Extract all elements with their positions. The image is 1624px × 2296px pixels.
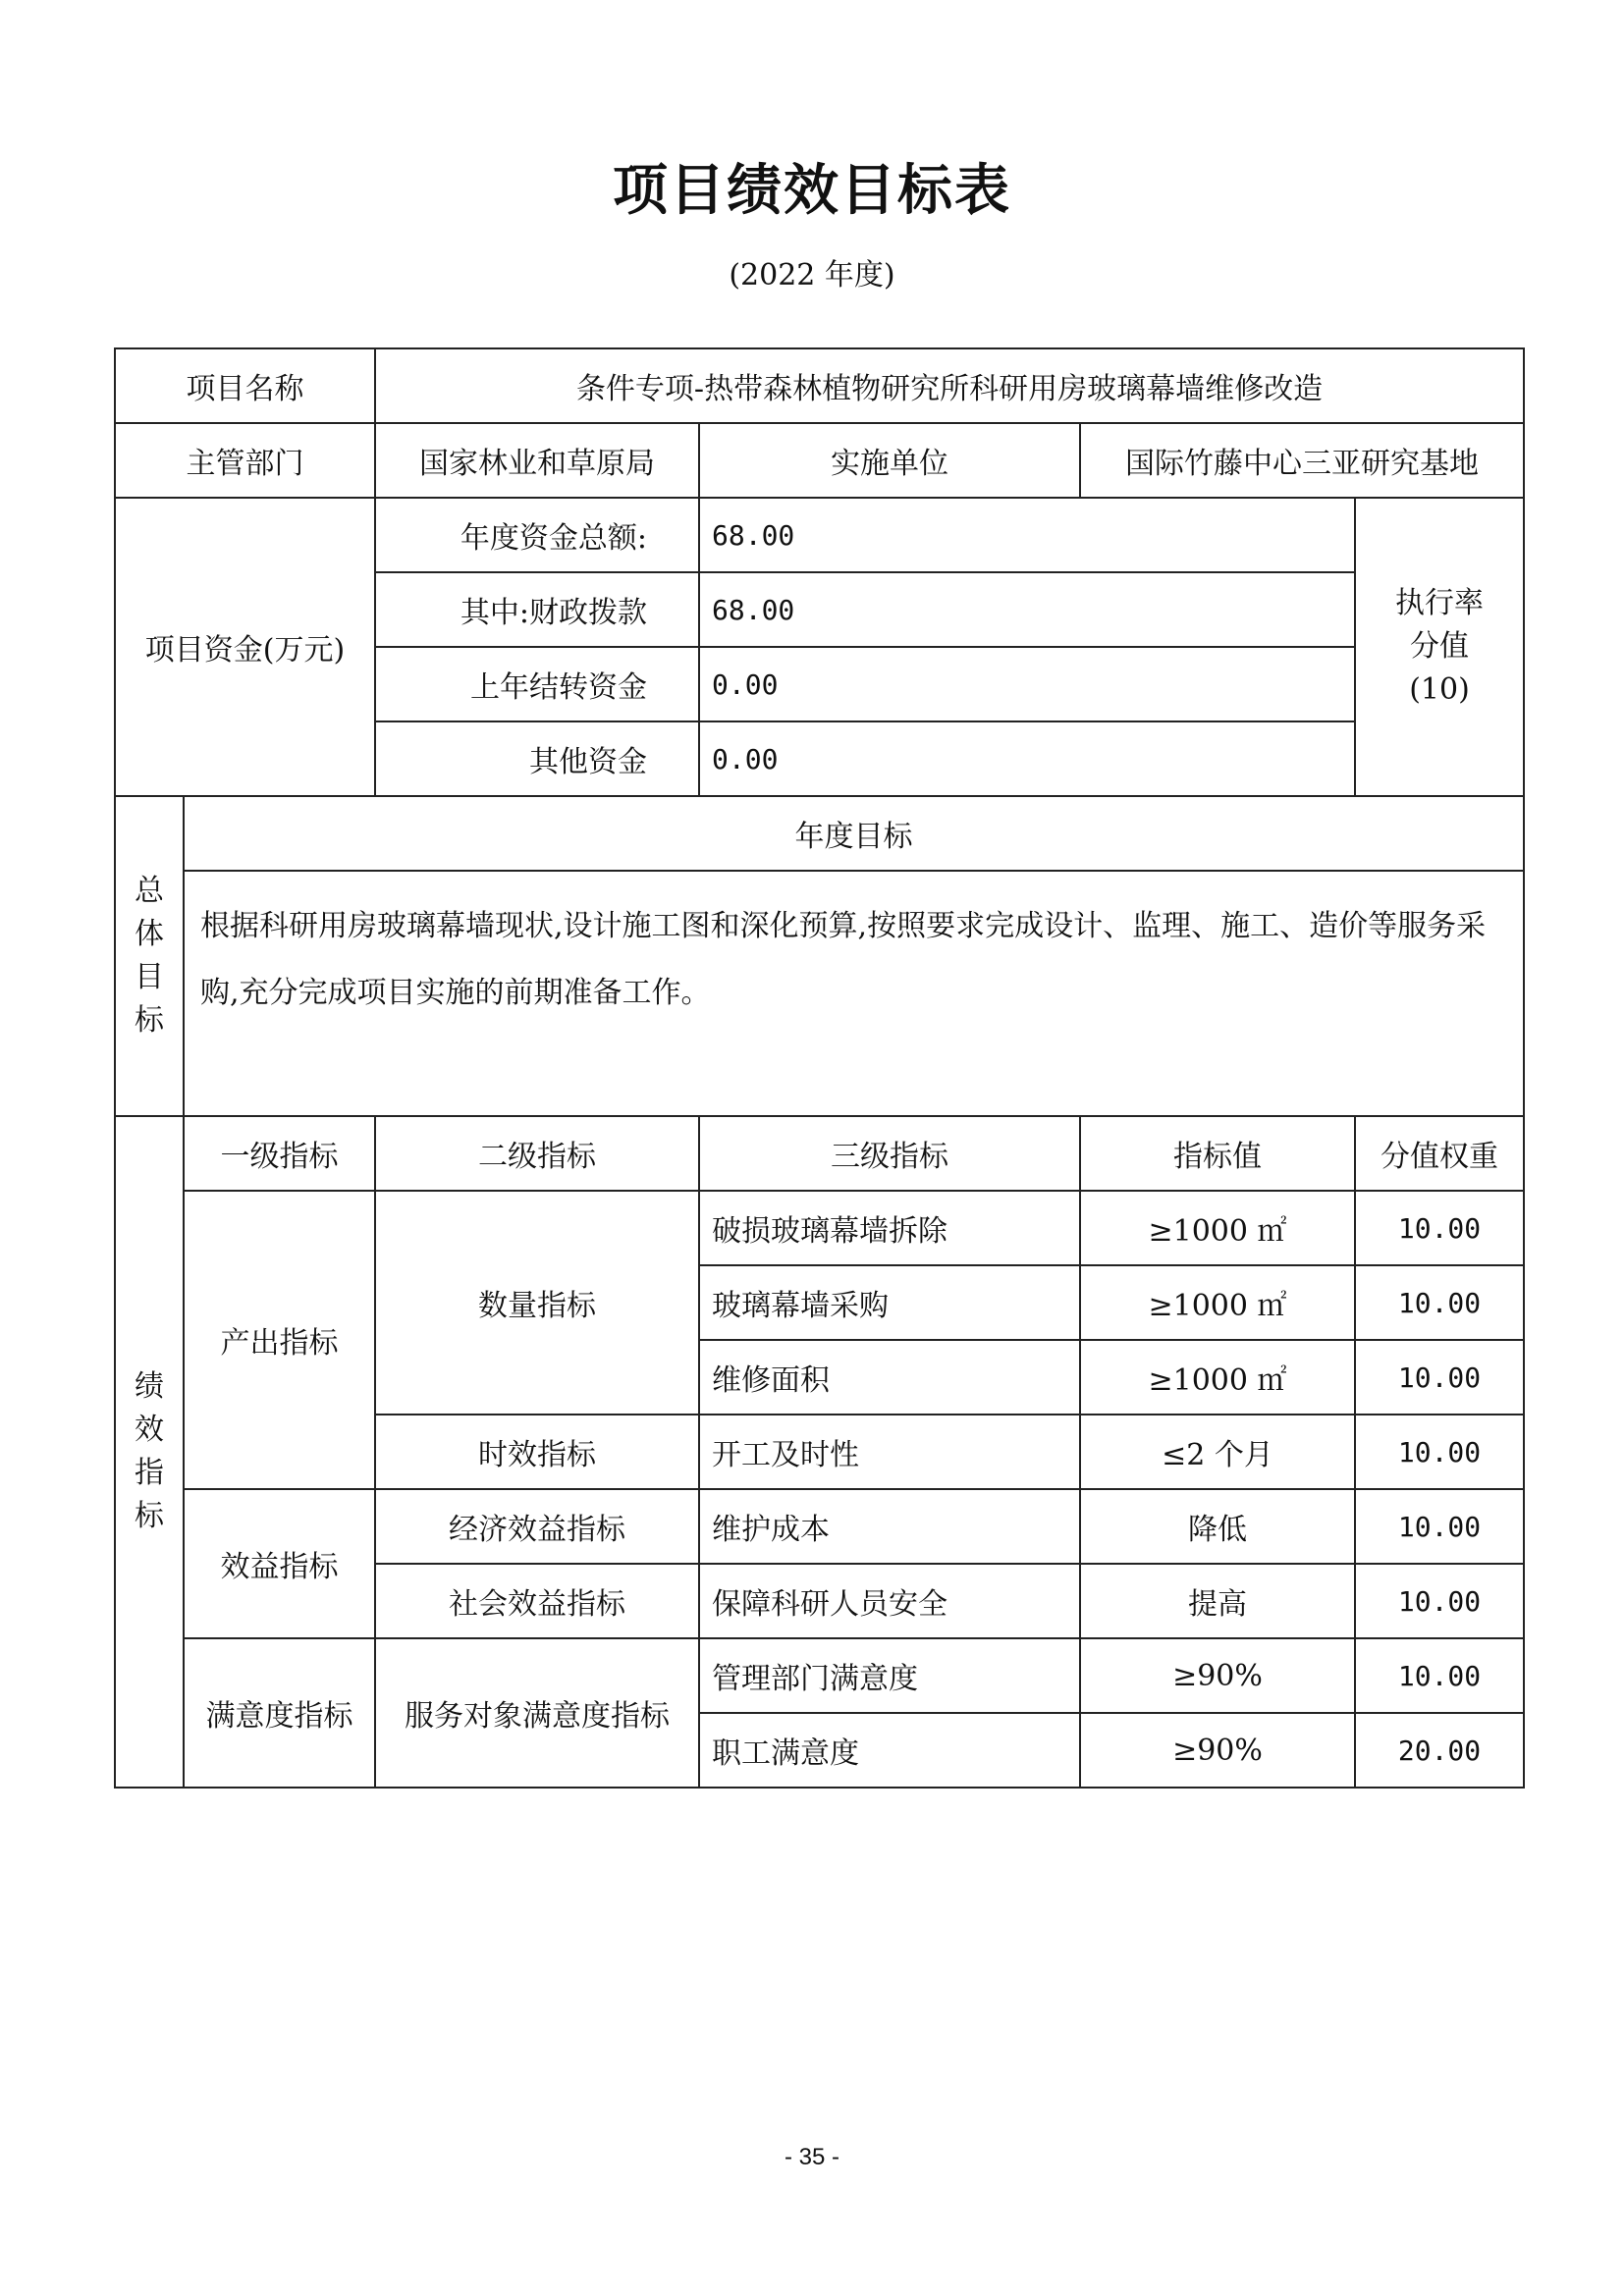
overall-goal-header-row <box>115 796 1524 871</box>
level1-benefit: 效益指标 <box>184 1489 375 1638</box>
column-header: 三级指标 <box>699 1116 1080 1191</box>
page-title: 项目绩效目标表 <box>613 159 1011 223</box>
level3-indicator: 玻璃幕墙采购 <box>699 1265 1080 1340</box>
table-row <box>115 1638 1524 1713</box>
annual-goal-text: 根据科研用房玻璃幕墙现状,设计施工图和深化预算,按照要求完成设计、监理、施工、造价等服务采购,充分完成项目实施的前期准备工作。 <box>184 871 1524 1116</box>
indicator-weight: 10.00 <box>1355 1191 1524 1265</box>
execution-rate-line: 执行率 <box>1395 586 1484 620</box>
indicator-value: ≤2 个月 <box>1080 1415 1355 1489</box>
funds-item-value: 68.00 <box>699 498 1355 572</box>
column-header: 二级指标 <box>375 1116 699 1191</box>
level2-social: 社会效益指标 <box>375 1564 699 1638</box>
funds-label: 项目资金(万元) <box>115 498 375 796</box>
level3-indicator: 保障科研人员安全 <box>699 1564 1080 1638</box>
level3-indicator: 开工及时性 <box>699 1415 1080 1489</box>
level3-indicator: 维护成本 <box>699 1489 1080 1564</box>
funds-item-value: 0.00 <box>699 721 1355 796</box>
indicator-weight: 10.00 <box>1355 1638 1524 1713</box>
execution-rate-line: (10) <box>1409 672 1470 707</box>
execution-rate-cell <box>1355 498 1524 796</box>
funds-item-label: 年度资金总额: <box>375 498 699 572</box>
indicator-weight: 20.00 <box>1355 1713 1524 1788</box>
level1-output: 产出指标 <box>184 1191 375 1489</box>
level3-indicator: 职工满意度 <box>699 1713 1080 1788</box>
department-value: 国家林业和草原局 <box>375 423 699 498</box>
level2-timeliness: 时效指标 <box>375 1415 699 1489</box>
implementing-unit-value: 国际竹藤中心三亚研究基地 <box>1080 423 1524 498</box>
annual-goal-header: 年度目标 <box>184 796 1524 871</box>
indicator-weight: 10.00 <box>1355 1340 1524 1415</box>
indicator-value: 降低 <box>1080 1489 1355 1564</box>
level2-service-satisfaction: 服务对象满意度指标 <box>375 1638 699 1788</box>
indicator-value: ≥1000 ㎡ <box>1080 1191 1355 1265</box>
column-header: 分值权重 <box>1355 1116 1524 1191</box>
project-name-value: 条件专项-热带森林植物研究所科研用房玻璃幕墙维修改造 <box>375 348 1524 423</box>
level1-satisfaction: 满意度指标 <box>184 1638 375 1788</box>
department-row <box>115 423 1524 498</box>
column-header: 指标值 <box>1080 1116 1355 1191</box>
level2-economic: 经济效益指标 <box>375 1489 699 1564</box>
page-subtitle: (2022 年度) <box>729 258 895 293</box>
implementing-unit-label: 实施单位 <box>699 423 1080 498</box>
table-row <box>115 1191 1524 1265</box>
funds-item-label: 其他资金 <box>375 721 699 796</box>
indicator-value: ≥1000 ㎡ <box>1080 1265 1355 1340</box>
funds-item-value: 0.00 <box>699 647 1355 721</box>
level3-indicator: 破损玻璃幕墙拆除 <box>699 1191 1080 1265</box>
level3-indicator: 维修面积 <box>699 1340 1080 1415</box>
indicator-weight: 10.00 <box>1355 1265 1524 1340</box>
level3-indicator: 管理部门满意度 <box>699 1638 1080 1713</box>
overall-goal-text-row <box>115 871 1524 1116</box>
execution-rate-line: 分值 <box>1410 629 1469 664</box>
indicator-value: ≥90% <box>1080 1638 1355 1713</box>
funds-item-label: 其中:财政拨款 <box>375 572 699 647</box>
indicator-weight: 10.00 <box>1355 1489 1524 1564</box>
indicator-weight: 10.00 <box>1355 1415 1524 1489</box>
project-name-row <box>115 348 1524 423</box>
page-number: - 35 - <box>784 2144 839 2170</box>
indicator-value: 提高 <box>1080 1564 1355 1638</box>
level2-quantity: 数量指标 <box>375 1191 699 1415</box>
performance-indicator-label: 绩 效 指 标 <box>115 1116 184 1788</box>
funds-row-total <box>115 498 1524 572</box>
performance-goal-table <box>114 347 1525 1789</box>
indicator-value: ≥1000 ㎡ <box>1080 1340 1355 1415</box>
project-name-label: 项目名称 <box>115 348 375 423</box>
funds-item-label: 上年结转资金 <box>375 647 699 721</box>
indicator-weight: 10.00 <box>1355 1564 1524 1638</box>
indicator-value: ≥90% <box>1080 1713 1355 1788</box>
table-row <box>115 1489 1524 1564</box>
overall-goal-label: 总 体 目 标 <box>115 796 184 1116</box>
column-header: 一级指标 <box>184 1116 375 1191</box>
indicator-header-row <box>115 1116 1524 1191</box>
funds-item-value: 68.00 <box>699 572 1355 647</box>
department-label: 主管部门 <box>115 423 375 498</box>
